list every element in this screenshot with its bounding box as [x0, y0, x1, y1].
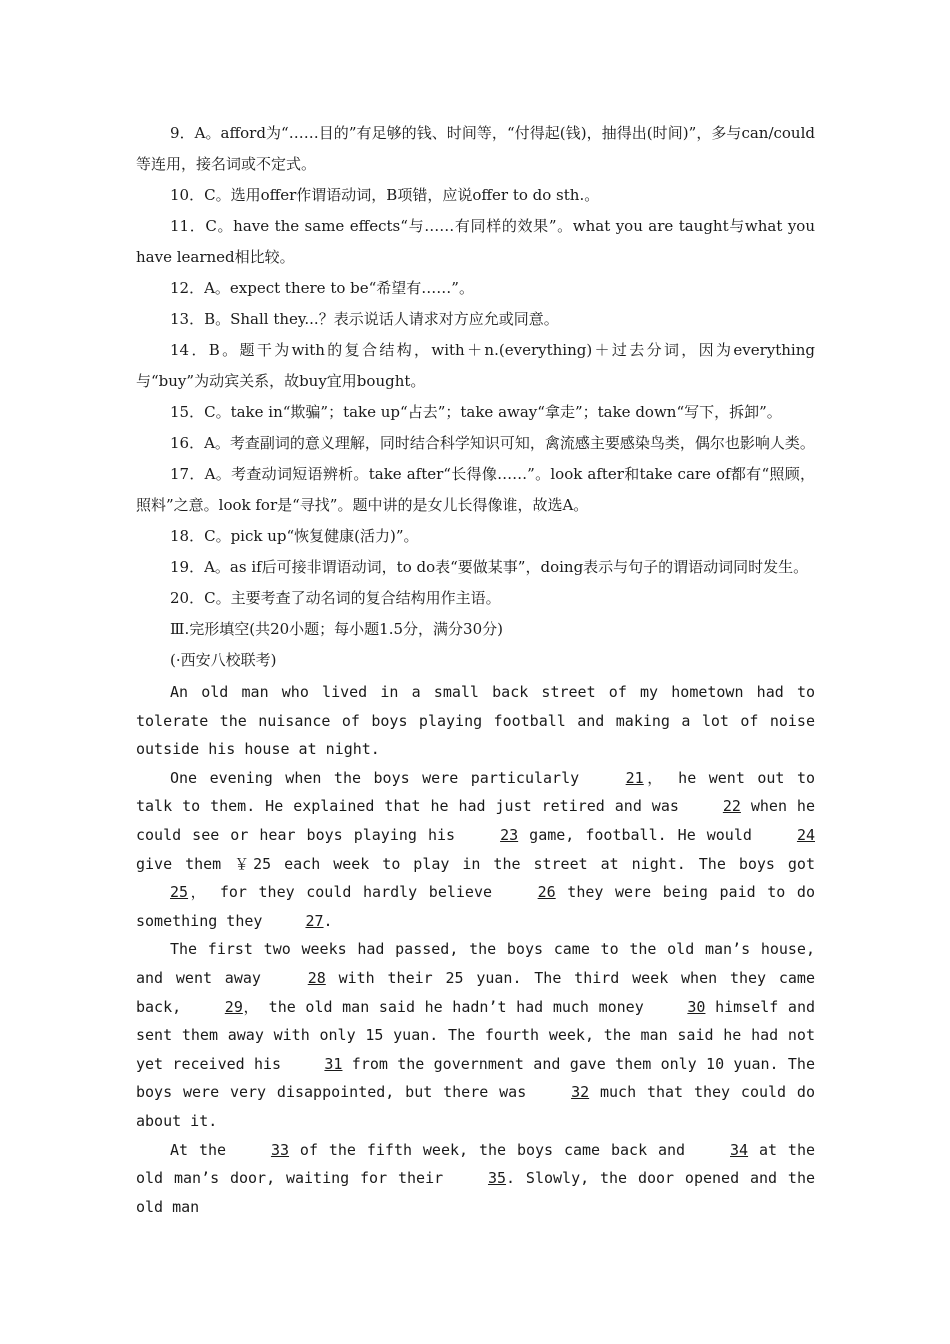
blank-29: 29	[224, 997, 243, 1016]
blank-31: 31	[324, 1054, 343, 1073]
passage-paragraph: At the 33 of the fifth week, the boys came back and 34 at the old man’s door, waiting for their 35. Slowly, the door opened and the old man	[136, 1136, 815, 1222]
blank-35: 35	[487, 1169, 507, 1188]
blank-25: 25	[170, 883, 189, 902]
answer-key	[136, 118, 815, 614]
answer-item: 18．C。pick up“恢复健康(活力)”。	[170, 527, 419, 545]
blank-22: 22	[722, 797, 741, 816]
answer-item: 13．B。Shall they...？表示说话人请求对方应允或同意。	[170, 310, 559, 328]
answer-item: 20．C。主要考查了动名词的复合结构用作主语。	[170, 589, 501, 607]
section-source: (·西安八校联考)	[170, 651, 277, 669]
blank-23: 23	[500, 825, 519, 844]
document-page	[136, 118, 815, 1221]
blank-32: 32	[571, 1083, 590, 1102]
answer-item: 11．C。have the same effects“与……有同样的效果”。what you are taught与what you have learned相比较。	[136, 217, 815, 266]
answer-item: 9．A。afford为“……目的”有足够的钱、时间等，“付得起(钱)，抽得出(时间)”，多与can/could等连用，接名词或不定式。	[136, 124, 815, 173]
blank-27: 27	[305, 911, 324, 930]
answer-item: 19．A。as if后可接非谓语动词，to do表“要做某事”，doing表示与句子的谓语动词同时发生。	[170, 558, 809, 576]
answer-item: 14．B。题干为with的复合结构，with＋n.(everything)＋过去分词，因为everything与“buy”为动宾关系，故buy宜用bought。	[136, 341, 815, 390]
blank-30: 30	[687, 997, 706, 1016]
answer-item: 12．A。expect there to be“希望有……”。	[170, 279, 474, 297]
passage-paragraph: An old man who lived in a small back street of my hometown had to tolerate the nuisance of boys playing football and making a lot of noise outside his house at night.	[136, 683, 815, 759]
blank-28: 28	[307, 968, 326, 987]
passage-paragraph: One evening when the boys were particularly 21， he went out to talk to them. He explained that he had just retired and was 22 when he could see or hear boys playing his 23 game, football. He would 24 give them ￥25 each week to play in the street at night. The boys got 25， for they could hardly believe 26 they were being paid to do something they 27.	[136, 764, 815, 936]
blank-21: 21	[625, 768, 644, 787]
blank-34: 34	[730, 1140, 749, 1159]
answer-item: 16．A。考查副词的意义理解，同时结合科学知识可知，禽流感主要感染鸟类，偶尔也影响人类。	[170, 434, 815, 452]
blank-26: 26	[537, 883, 556, 902]
section-heading: Ⅲ.完形填空(共20小题；每小题1.5分，满分30分)	[170, 620, 503, 638]
blank-24: 24	[796, 825, 815, 844]
answer-item: 10．C。选用offer作谓语动词，B项错，应说offer to do sth.。	[170, 186, 600, 204]
passage-paragraph: The first two weeks had passed, the boys came to the old man’s house, and went away 28 with their 25 yuan. The third week when they came back, 29， the old man said he hadn’t had much money 30 himself and sent them away with only 15 yuan. The fourth week, the man said he had not yet received his 31 from the government and gave them only 10 yuan. The boys were very disappointed, but there was 32 much that they could do about it.	[136, 940, 816, 1130]
cloze-passage	[136, 678, 815, 1221]
blank-33: 33	[270, 1140, 290, 1159]
answer-item: 17．A。考查动词短语辨析。take after“长得像……”。look after和take care of都有“照顾，照料”之意。look for是“寻找”。题中讲的是女儿长得像谁，故选A。	[136, 465, 815, 514]
answer-item: 15．C。take in“欺骗”；take up“占去”；take away“拿走”；take down“写下，拆卸”。	[170, 403, 782, 421]
